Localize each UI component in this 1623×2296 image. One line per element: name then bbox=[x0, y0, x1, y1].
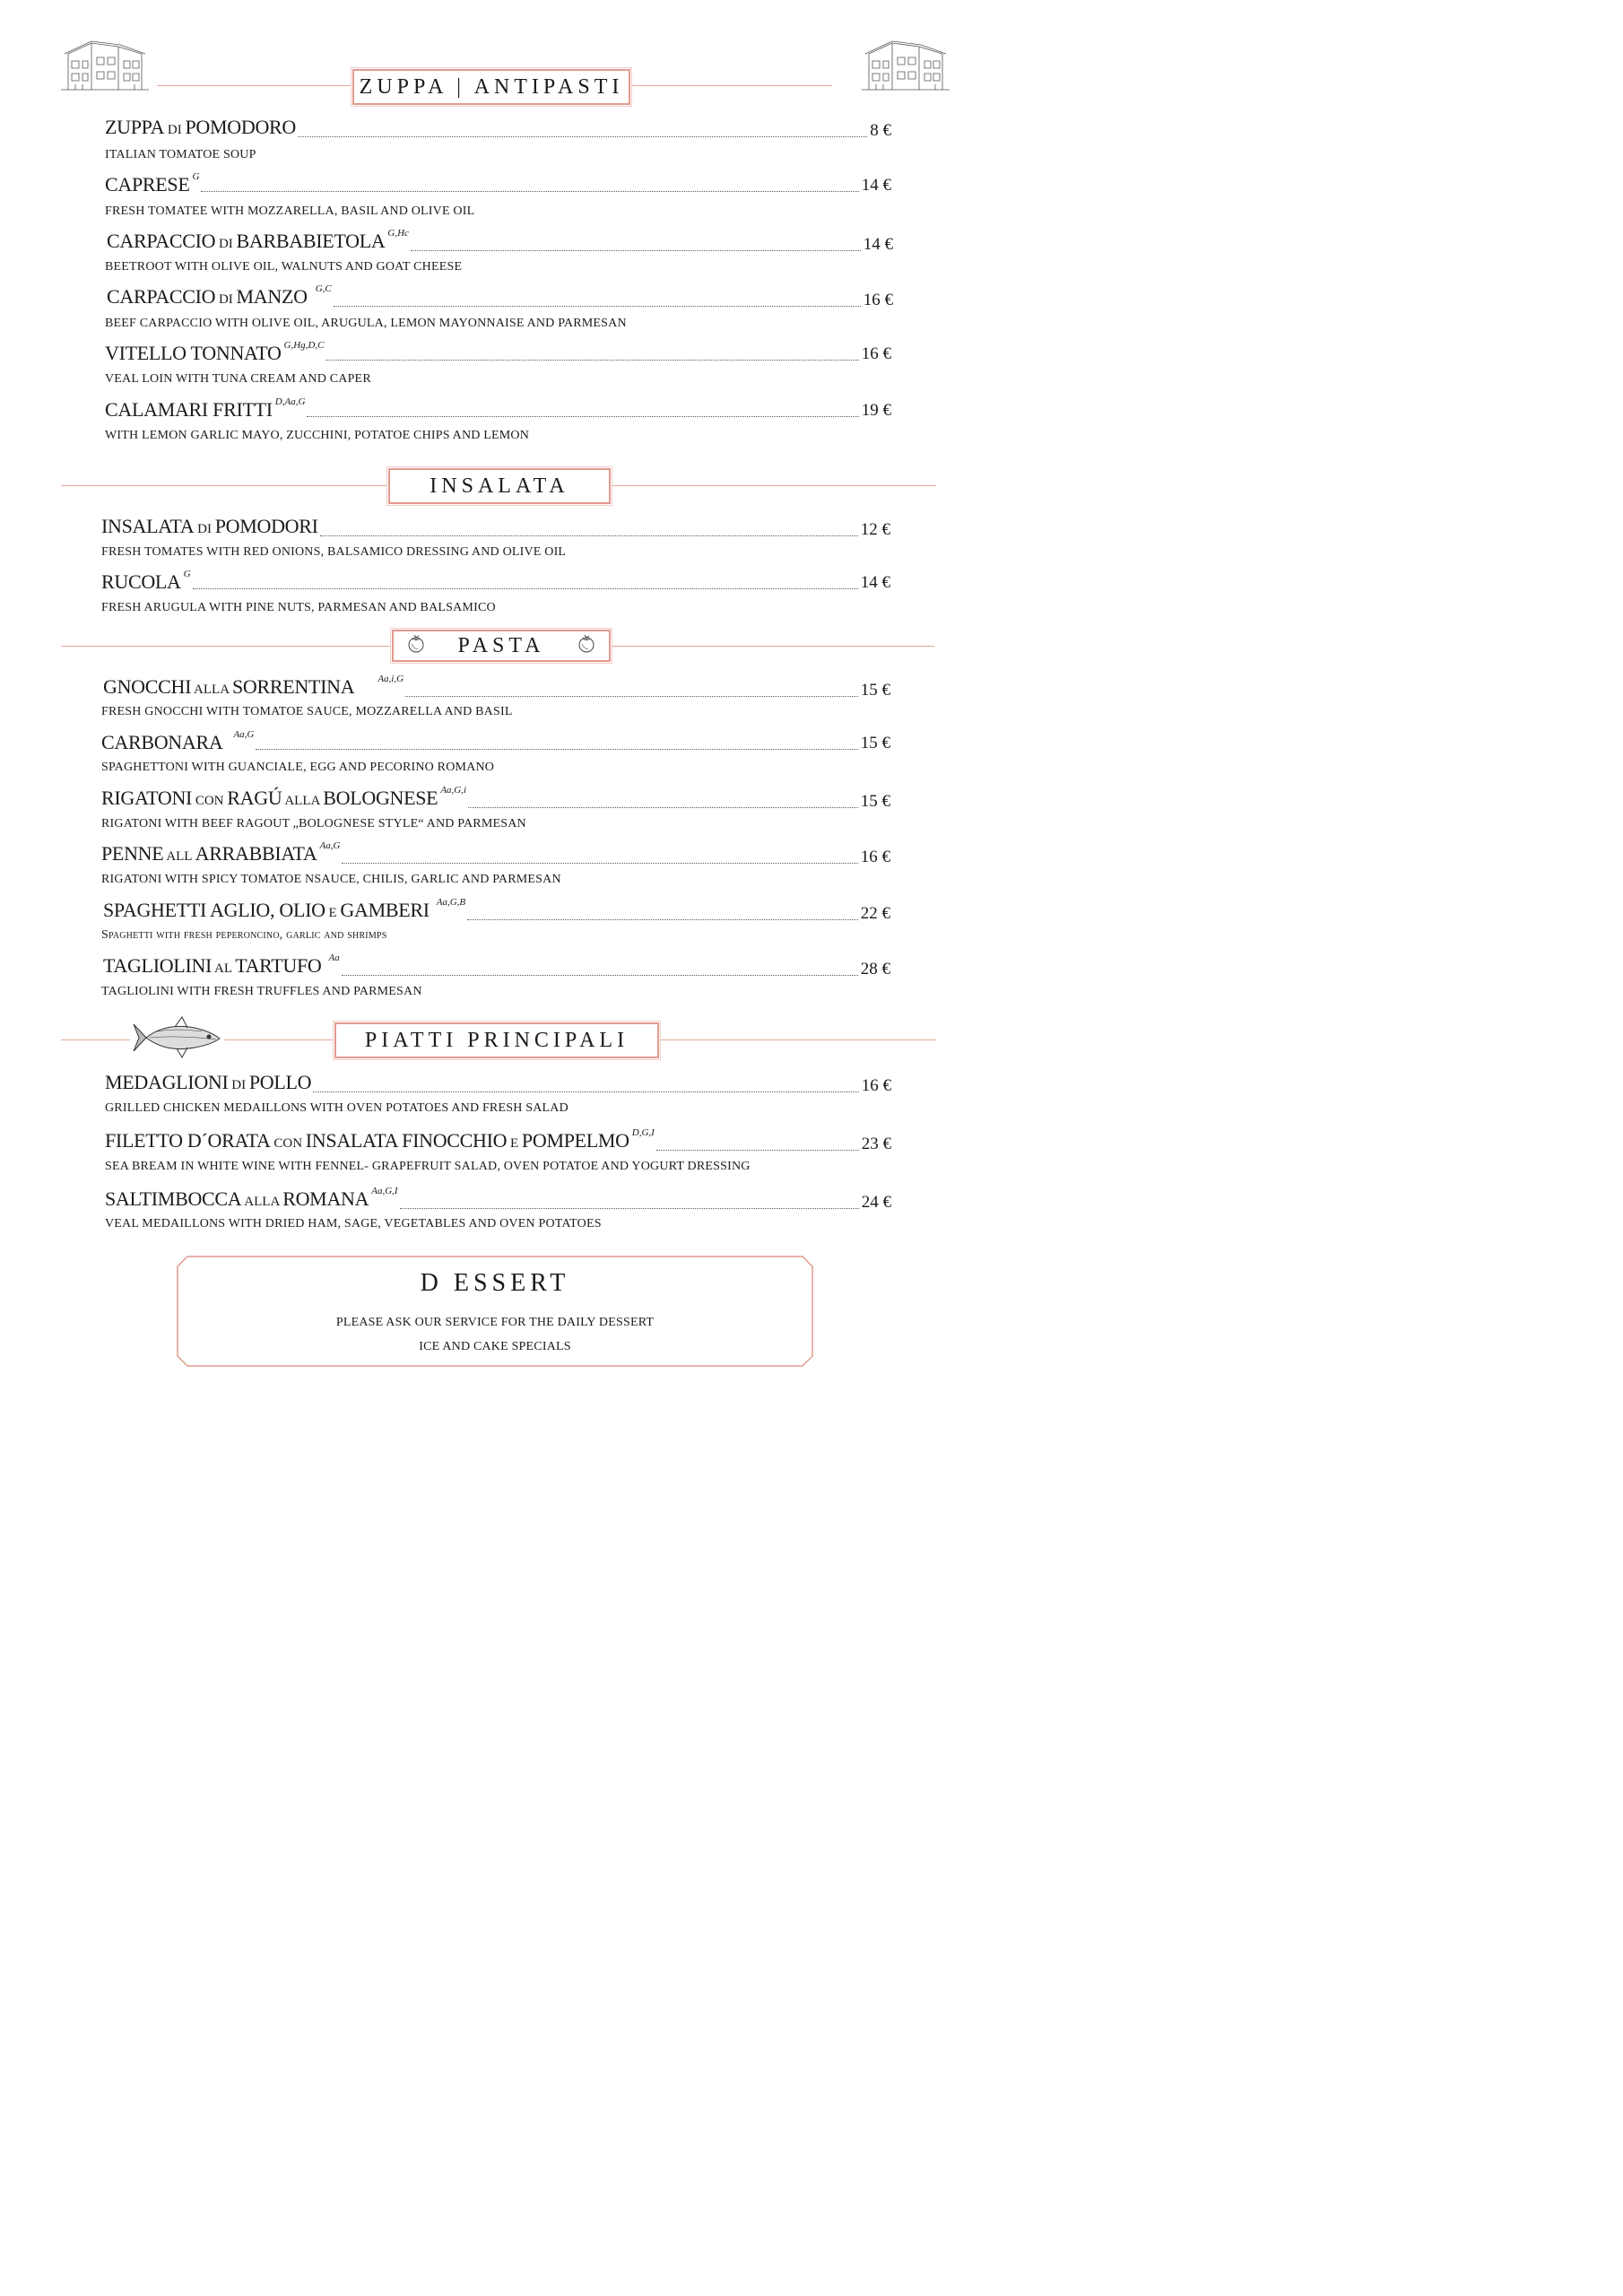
dessert-note: PLEASE ASK OUR SERVICE FOR THE DAILY DESSERT bbox=[335, 1316, 655, 1329]
item-name: RIGATONI CON RAGÚ ALLA BOLOGNESE bbox=[101, 787, 438, 809]
tomato-icon bbox=[577, 634, 596, 658]
item-description: VEAL MEDAILLONS WITH DRIED HAM, SAGE, VEGETABLES AND OVEN POTATOES bbox=[105, 1217, 602, 1231]
item-name: CARPACCIO DI MANZO bbox=[107, 285, 308, 308]
dessert-note: ICE AND CAKE SPECIALS bbox=[419, 1340, 571, 1353]
menu-item bbox=[101, 729, 890, 753]
item-price: 16 € bbox=[861, 1076, 891, 1095]
section-divider-line bbox=[61, 646, 393, 647]
item-allergens: Aa,i,G bbox=[378, 674, 404, 684]
item-name: GNOCCHI ALLA SORRENTINA bbox=[103, 675, 355, 698]
menu-item bbox=[105, 1188, 891, 1213]
item-name: VITELLO TONNATO bbox=[105, 342, 282, 364]
menu-item bbox=[103, 676, 890, 700]
dessert-title: D ESSERT bbox=[420, 1269, 570, 1297]
building-sketch-left-icon bbox=[56, 34, 154, 98]
item-allergens: D,G,I bbox=[631, 1127, 655, 1138]
item-name: TAGLIOLINI AL TARTUFO bbox=[103, 954, 322, 977]
menu-item bbox=[103, 897, 890, 924]
section-divider-line bbox=[628, 85, 832, 86]
menu-item bbox=[105, 117, 891, 141]
section-title: INSALATA bbox=[430, 474, 569, 498]
item-description: TAGLIOLINI WITH FRESH TRUFFLES AND PARMESAN bbox=[101, 985, 422, 998]
tomato-icon bbox=[406, 634, 426, 658]
item-name: FILETTO D´ORATA CON INSALATA FINOCCHIO E POMPELMO bbox=[105, 1129, 629, 1152]
item-description: RIGATONI WITH BEEF RAGOUT „BOLOGNESE STYLE“ AND PARMESAN bbox=[101, 817, 526, 831]
item-allergens: G bbox=[183, 569, 191, 579]
menu-item bbox=[101, 516, 890, 540]
item-name: RUCOLA bbox=[101, 570, 181, 593]
menu-item bbox=[105, 1072, 891, 1096]
item-price: 19 € bbox=[861, 401, 891, 420]
menu-item bbox=[101, 787, 890, 812]
item-price: 22 € bbox=[860, 904, 890, 923]
dotted-leader bbox=[256, 749, 857, 750]
item-name: CARPACCIO DI BARBABIETOLA bbox=[107, 230, 386, 252]
item-name: CAPRESE bbox=[105, 173, 190, 196]
item-price: 15 € bbox=[860, 681, 890, 700]
item-allergens: G,Hc bbox=[387, 228, 409, 239]
section-header-insalata bbox=[388, 468, 611, 504]
item-name: CALAMARI FRITTI bbox=[105, 398, 273, 421]
dotted-leader bbox=[201, 191, 858, 192]
dotted-leader bbox=[405, 696, 858, 697]
menu-item bbox=[105, 171, 891, 196]
item-allergens: Aa,G,B bbox=[436, 897, 466, 908]
menu-item bbox=[107, 283, 893, 310]
menu-item bbox=[101, 840, 890, 867]
item-description: SPAGHETTONI WITH GUANCIALE, EGG AND PECORINO ROMANO bbox=[101, 761, 495, 774]
item-price: 15 € bbox=[860, 792, 890, 811]
dotted-leader bbox=[313, 1091, 859, 1092]
item-price: 14 € bbox=[863, 235, 893, 254]
dotted-leader bbox=[334, 306, 861, 307]
dotted-leader bbox=[193, 588, 858, 589]
section-title: PIATTI PRINCIPALI bbox=[364, 1028, 629, 1052]
dotted-leader bbox=[342, 863, 857, 864]
item-price: 28 € bbox=[860, 960, 890, 978]
section-divider-line bbox=[656, 1039, 936, 1040]
item-price: 24 € bbox=[861, 1193, 891, 1212]
tuna-fish-icon bbox=[130, 1015, 224, 1065]
section-divider-line bbox=[157, 85, 354, 86]
item-price: 16 € bbox=[860, 848, 890, 866]
item-description: ITALIAN TOMATOE SOUP bbox=[105, 148, 256, 161]
section-header-antipasti bbox=[352, 69, 630, 105]
item-price: 16 € bbox=[861, 344, 891, 363]
dotted-leader bbox=[467, 919, 858, 920]
item-description: Spaghetti with fresh peperoncino, garlic and shrimps bbox=[101, 928, 387, 942]
item-description: BEETROOT WITH OLIVE OIL, WALNUTS AND GOAT CHEESE bbox=[105, 260, 463, 274]
item-description: RIGATONI WITH SPICY TOMATOE NSAUCE, CHILIS, GARLIC AND PARMESAN bbox=[101, 873, 561, 886]
menu-item bbox=[105, 396, 891, 421]
item-allergens: G,Hg,D,C bbox=[283, 340, 325, 351]
item-name: MEDAGLIONI DI POLLO bbox=[105, 1071, 312, 1093]
menu-item bbox=[103, 952, 890, 979]
section-header-pasta bbox=[392, 630, 611, 662]
item-name: SPAGHETTI AGLIO, OLIO E GAMBERI bbox=[103, 899, 430, 921]
item-description: FRESH TOMATEE WITH MOZZARELLA, BASIL AND OLIVE OIL bbox=[105, 204, 475, 218]
item-description: FRESH TOMATES WITH RED ONIONS, BALSAMICO DRESSING AND OLIVE OIL bbox=[101, 545, 567, 559]
item-allergens: Aa,G bbox=[319, 840, 341, 851]
item-allergens: D,Aa,G bbox=[274, 396, 306, 407]
item-price: 8 € bbox=[870, 121, 891, 140]
item-name: INSALATA DI POMODORI bbox=[101, 515, 318, 537]
item-price: 12 € bbox=[860, 520, 890, 539]
item-price: 16 € bbox=[863, 291, 893, 309]
dotted-leader bbox=[656, 1150, 859, 1151]
item-description: FRESH GNOCCHI WITH TOMATOE SAUCE, MOZZARELLA AND BASIL bbox=[101, 705, 513, 718]
item-description: VEAL LOIN WITH TUNA CREAM AND CAPER bbox=[105, 372, 371, 386]
dotted-leader bbox=[411, 250, 861, 251]
item-price: 14 € bbox=[861, 176, 891, 195]
section-divider-line bbox=[612, 646, 934, 647]
menu-item bbox=[105, 340, 891, 364]
item-description: FRESH ARUGULA WITH PINE NUTS, PARMESAN AND BALSAMICO bbox=[101, 601, 496, 614]
dotted-leader bbox=[342, 975, 858, 976]
menu-item bbox=[105, 1127, 891, 1154]
dotted-leader bbox=[400, 1208, 859, 1209]
menu-item bbox=[107, 230, 893, 255]
dotted-leader bbox=[320, 535, 858, 536]
item-price: 23 € bbox=[861, 1135, 891, 1153]
item-allergens: Aa,G,I bbox=[371, 1186, 398, 1196]
dotted-leader bbox=[325, 360, 858, 361]
section-title: ZUPPA | ANTIPASTI bbox=[359, 74, 624, 99]
item-name: CARBONARA bbox=[101, 731, 223, 753]
section-header-principali bbox=[334, 1022, 659, 1058]
section-title: PASTA bbox=[457, 633, 545, 657]
item-price: 15 € bbox=[860, 734, 890, 752]
item-allergens: G bbox=[192, 171, 200, 182]
section-divider-line bbox=[61, 485, 391, 486]
section-divider-line bbox=[608, 485, 936, 486]
item-description: SEA BREAM IN WHITE WINE WITH FENNEL- GRAPEFRUIT SALAD, OVEN POTATOE AND YOGURT DRESSING bbox=[105, 1160, 751, 1173]
item-allergens: G,C bbox=[315, 283, 332, 294]
item-name: ZUPPA DI POMODORO bbox=[105, 116, 297, 138]
item-description: WITH LEMON GARLIC MAYO, ZUCCHINI, POTATOE CHIPS AND LEMON bbox=[105, 429, 530, 442]
menu-item bbox=[101, 571, 890, 593]
dotted-leader bbox=[468, 807, 858, 808]
item-allergens: Aa bbox=[328, 952, 340, 963]
item-description: GRILLED CHICKEN MEDAILLONS WITH OVEN POTATOES AND FRESH SALAD bbox=[105, 1101, 568, 1115]
item-allergens: Aa,G bbox=[233, 729, 255, 740]
item-price: 14 € bbox=[860, 573, 890, 592]
item-name: SALTIMBOCCA ALLA ROMANA bbox=[105, 1187, 369, 1210]
building-sketch-right-icon bbox=[856, 34, 955, 98]
dotted-leader bbox=[307, 416, 858, 417]
item-allergens: Aa,G,i bbox=[440, 785, 467, 796]
item-name: PENNE ALL ARRABBIATA bbox=[101, 842, 317, 865]
item-description: BEEF CARPACCIO WITH OLIVE OIL, ARUGULA, LEMON MAYONNAISE AND PARMESAN bbox=[105, 317, 627, 330]
dotted-leader bbox=[298, 136, 867, 137]
